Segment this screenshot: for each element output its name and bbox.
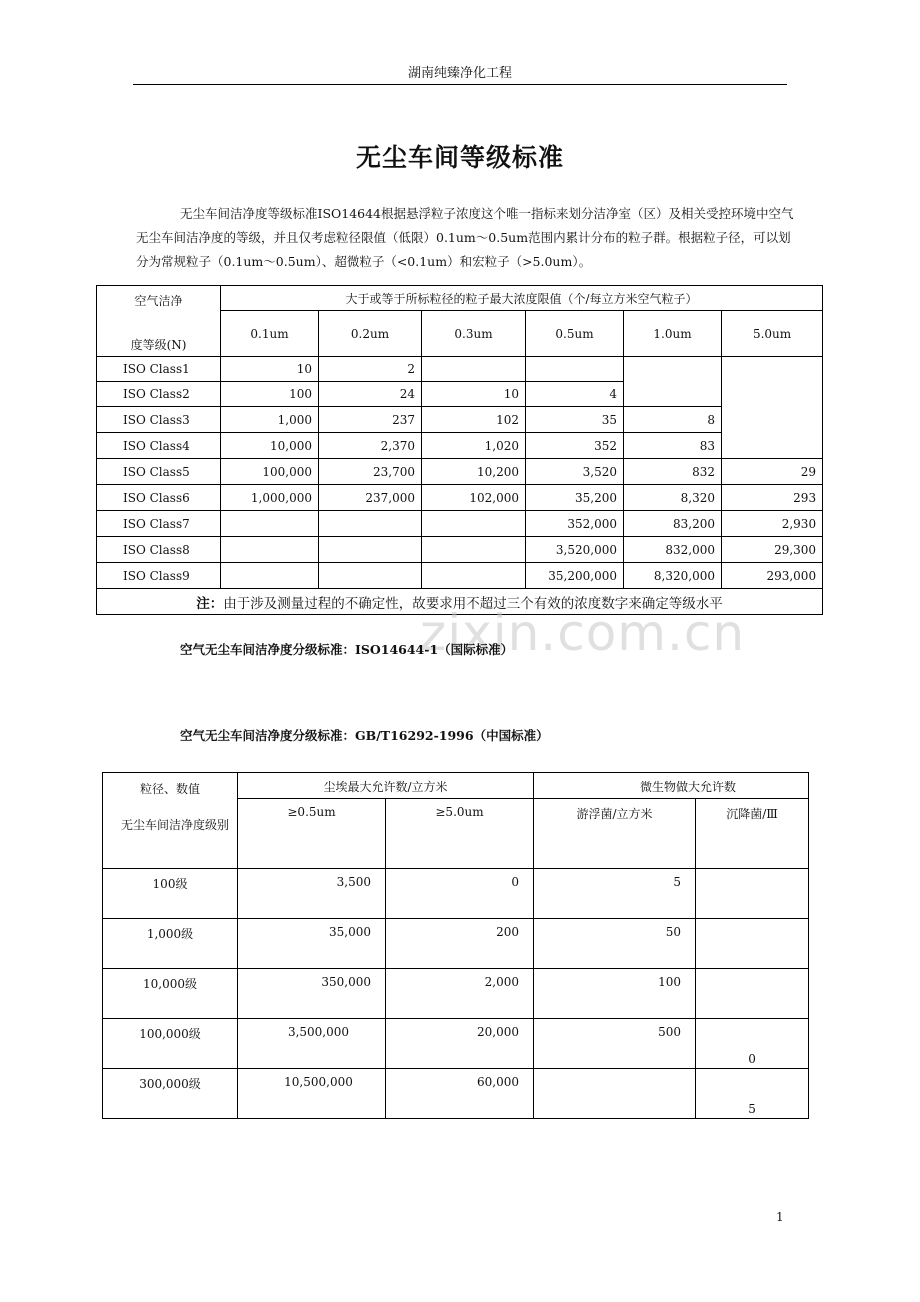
table-cell: 35,000 [238, 919, 386, 969]
table-cell: 832,000 [624, 537, 722, 563]
page-header: 湖南纯臻净化工程 [407, 66, 512, 81]
table-cell: 352,000 [526, 511, 624, 537]
table-cell: 200 [386, 919, 534, 969]
table-cell [319, 511, 422, 537]
table-cell: 3,500 [238, 869, 386, 919]
table-cell [422, 563, 526, 589]
table-row [103, 869, 809, 919]
table-cell: 3,520,000 [526, 537, 624, 563]
table-cell [696, 919, 809, 969]
table-row [97, 563, 823, 589]
table-cell [526, 357, 624, 382]
table-row [97, 407, 823, 433]
table-cell: 0 [386, 869, 534, 919]
size-header: 1.0um [624, 311, 722, 357]
grade-label: 100级 [103, 869, 238, 919]
table-row [103, 919, 809, 969]
note-label: 注： [196, 595, 224, 612]
col-header: ≥5.0um [386, 799, 534, 869]
gb-class-table [102, 772, 809, 1119]
table-cell [696, 969, 809, 1019]
table-cell [696, 869, 809, 919]
table-cell: 3,500,000 [238, 1019, 386, 1069]
class-label: ISO Class1 [97, 357, 221, 382]
class-label: ISO Class3 [97, 407, 221, 433]
table-cell: 2 [319, 357, 422, 382]
class-label: ISO Class2 [97, 382, 221, 407]
intro-paragraph [136, 202, 796, 274]
table-cell: 100,000 [221, 459, 319, 485]
table-cell: 293,000 [722, 563, 823, 589]
table-cell: 20,000 [386, 1019, 534, 1069]
table-cell: 8,320 [624, 485, 722, 511]
table-cell: 1,020 [422, 433, 526, 459]
class-label: ISO Class9 [97, 563, 221, 589]
table-cell: 237 [319, 407, 422, 433]
table-cell: 350,000 [238, 969, 386, 1019]
table-cell: 60,000 [386, 1069, 534, 1119]
class-label: ISO Class8 [97, 537, 221, 563]
table-row [103, 969, 809, 1019]
table-row [103, 1019, 809, 1069]
table-cell-merged [624, 357, 722, 407]
table2-corner-bottom: 无尘车间洁净度级别 [120, 818, 229, 832]
grade-label: 1,000级 [103, 919, 238, 969]
table-cell: 500 [534, 1019, 696, 1069]
header-divider [133, 84, 787, 85]
table-cell: 2,930 [722, 511, 823, 537]
table-cell [422, 511, 526, 537]
table-row [97, 357, 823, 382]
table2-corner-header [103, 773, 238, 869]
class-label: ISO Class4 [97, 433, 221, 459]
table-cell: 100 [534, 969, 696, 1019]
table-cell: 3,520 [526, 459, 624, 485]
table1-group-header: 大于或等于所标粒径的粒子最大浓度限值（个/每立方米空气粒子） [221, 286, 823, 311]
table-cell: 100 [221, 382, 319, 407]
class-label: ISO Class7 [97, 511, 221, 537]
table-cell: 2,370 [319, 433, 422, 459]
size-header: 0.3um [422, 311, 526, 357]
table-cell: 1,000 [221, 407, 319, 433]
table-cell: 10,500,000 [238, 1069, 386, 1119]
table-cell: 10 [422, 382, 526, 407]
table-cell: 23,700 [319, 459, 422, 485]
table-cell: 35,200,000 [526, 563, 624, 589]
table-cell: 29,300 [722, 537, 823, 563]
table-row [97, 537, 823, 563]
table-cell: 8,320,000 [624, 563, 722, 589]
table-cell: 8 [624, 407, 722, 433]
table1-corner-bottom: 度等级(N) [130, 338, 187, 352]
table-cell-merged [722, 357, 823, 459]
table-row [97, 433, 823, 459]
table-cell: 832 [624, 459, 722, 485]
table-cell: 29 [722, 459, 823, 485]
microbe-header: 微生物做大允许数 [534, 773, 809, 799]
table-cell: 0 [696, 1019, 809, 1069]
table-cell: 10 [221, 357, 319, 382]
subtitle-iso: 空气无尘车间洁净度分级标准：ISO14644-1（国际标准） [180, 642, 514, 657]
table-cell: 10,200 [422, 459, 526, 485]
table-cell [534, 1069, 696, 1119]
table-cell: 102 [422, 407, 526, 433]
size-header: 0.5um [526, 311, 624, 357]
table-cell: 35,200 [526, 485, 624, 511]
table-cell: 102,000 [422, 485, 526, 511]
table-cell: 10,000 [221, 433, 319, 459]
table-cell: 5 [696, 1069, 809, 1119]
table-cell: 352 [526, 433, 624, 459]
size-header: 0.2um [319, 311, 422, 357]
col-header: 沉降菌/Ⅲ [696, 799, 809, 869]
table-cell: 83 [624, 433, 722, 459]
size-header: 5.0um [722, 311, 823, 357]
table-cell: 4 [526, 382, 624, 407]
col-header: 游浮菌/立方米 [534, 799, 696, 869]
note-text: 由于涉及测量过程的不确定性，故要求用不超过三个有效的浓度数字来确定等级水平 [223, 595, 723, 612]
table2-corner-top: 粒径、数值 [139, 782, 200, 796]
table-cell [319, 537, 422, 563]
page-title: 无尘车间等级标准 [355, 143, 564, 172]
table-row [97, 459, 823, 485]
table-cell: 293 [722, 485, 823, 511]
table-cell: 35 [526, 407, 624, 433]
table-row [97, 485, 823, 511]
class-label: ISO Class6 [97, 485, 221, 511]
intro-text: 无尘车间洁净度等级标准ISO14644根据悬浮粒子浓度这个唯一指标来划分洁净室（区）及相关受控环境中空气无尘车间洁净度的等级，并且仅考虑粒径限值（低限）0.1um～0.5um范围内累计分布的粒子群。根据粒子径，可以划分为常规粒子（0.1um～0.5um）、超微粒子（<0.1um）和宏粒子（>5.0um）。 [136, 206, 794, 269]
grade-label: 10,000级 [103, 969, 238, 1019]
grade-label: 300,000级 [103, 1069, 238, 1119]
grade-label: 100,000级 [103, 1019, 238, 1069]
subtitle-gb: 空气无尘车间洁净度分级标准：GB/T16292-1996（中国标准） [180, 728, 549, 743]
table-cell: 237,000 [319, 485, 422, 511]
table-cell [221, 537, 319, 563]
table-cell: 1,000,000 [221, 485, 319, 511]
size-header: 0.1um [221, 311, 319, 357]
table-cell [319, 563, 422, 589]
class-label: ISO Class5 [97, 459, 221, 485]
table-cell: 83,200 [624, 511, 722, 537]
table-cell: 24 [319, 382, 422, 407]
table-cell [422, 537, 526, 563]
table1-corner-header [97, 286, 221, 357]
table-cell [422, 357, 526, 382]
watermark: zixin.com.cn [420, 604, 746, 662]
table-row [103, 1069, 809, 1119]
col-header: ≥0.5um [238, 799, 386, 869]
table-cell: 5 [534, 869, 696, 919]
table-row [97, 511, 823, 537]
table-cell: 2,000 [386, 969, 534, 1019]
iso-class-table [96, 285, 823, 615]
table-cell: 50 [534, 919, 696, 969]
dust-header: 尘埃最大允许数/立方米 [238, 773, 534, 799]
table1-corner-top: 空气洁净 [134, 294, 183, 308]
table-cell [221, 511, 319, 537]
table-cell [221, 563, 319, 589]
page-number: 1 [776, 1210, 784, 1224]
